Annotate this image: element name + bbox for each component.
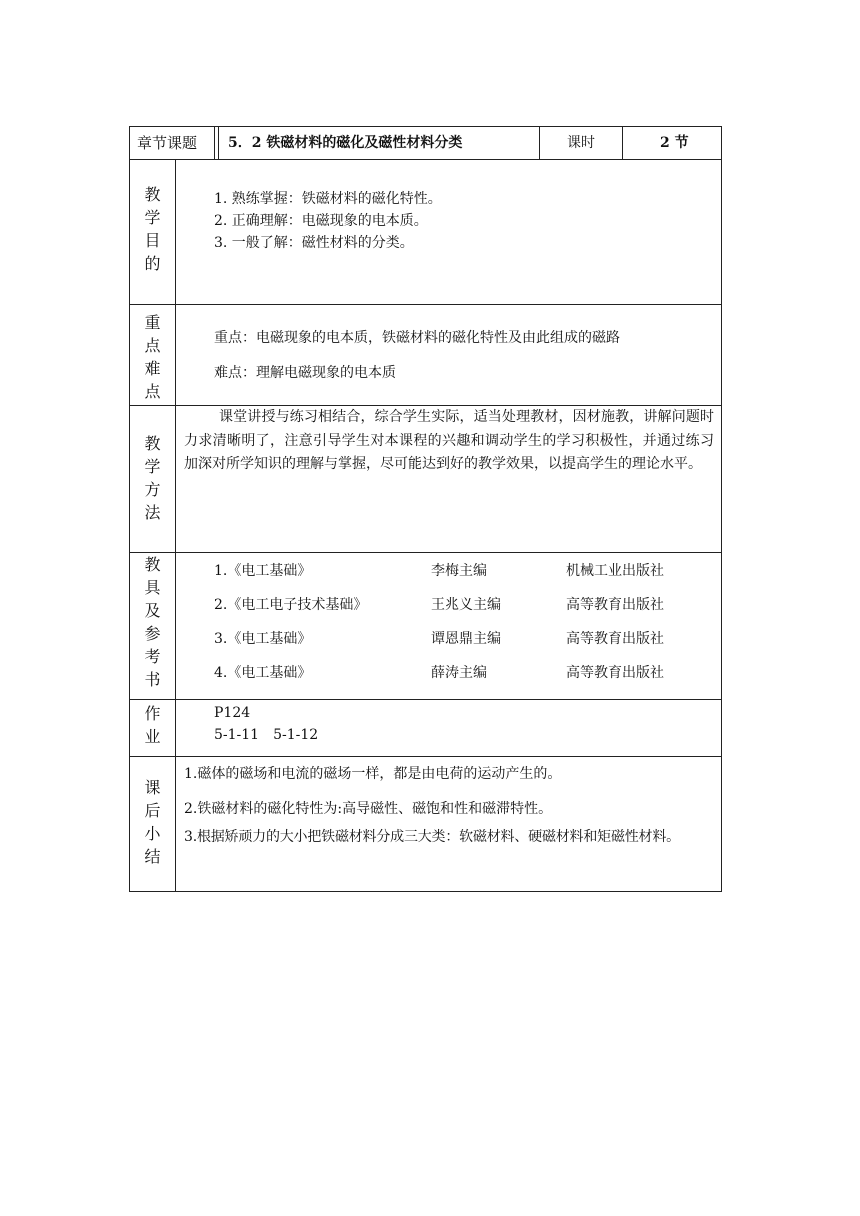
reference-editor: 谭恩鼎主编 <box>431 631 501 647</box>
reference-editor: 李梅主编 <box>431 563 487 579</box>
summary-item: 1.磁体的磁场和电流的磁场一样，都是由电荷的运动产生的。 <box>184 766 562 782</box>
methods-label <box>130 432 175 524</box>
homework-label-char: 业 <box>144 727 161 746</box>
methods-label-char: 方 <box>144 480 161 499</box>
reference-title: 3.《电工基础》 <box>214 631 312 647</box>
references-label-char: 参 <box>144 624 161 643</box>
homework-label-char: 作 <box>144 704 161 723</box>
methods-label-char: 教 <box>144 434 161 453</box>
row-sep-5 <box>129 699 722 700</box>
hours-value: 2 节 <box>660 135 689 151</box>
hours-label: 课时 <box>567 135 595 151</box>
methods-label-char: 法 <box>144 503 161 522</box>
key-points-label-char: 难 <box>144 359 161 378</box>
row-sep-6 <box>129 756 722 757</box>
objectives-label <box>130 183 175 275</box>
reference-publisher: 高等教育出版社 <box>566 597 664 613</box>
reference-editor: 薛涛主编 <box>431 665 487 681</box>
header-divider-1b <box>218 126 219 159</box>
references-label-char: 书 <box>144 670 161 689</box>
row-sep-4 <box>129 552 722 553</box>
focus-text: 重点：电磁现象的电本质，铁磁材料的磁化特性及由此组成的磁路 <box>214 330 620 346</box>
chapter-label: 章节课题 <box>137 134 198 152</box>
summary-label-char: 小 <box>144 824 161 843</box>
reference-title: 4.《电工基础》 <box>214 665 312 681</box>
summary-label-char: 课 <box>144 778 161 797</box>
reference-editor: 王兆义主编 <box>431 597 501 613</box>
summary-label <box>130 776 175 868</box>
objectives-label-char: 教 <box>144 185 161 204</box>
methods-text: 课堂讲授与练习相结合，综合学生实际，适当处理教材，因材施教，讲解问题时力求清晰明了，注意引导学生对本课程的兴趣和调动学生的学习积极性，并通过练习加深对所学知识的理解与掌握，尽可能达到好的教学效果，以提高学生的理论水平。 <box>184 409 714 472</box>
header-divider-1a <box>214 126 215 159</box>
references-label-char: 及 <box>144 601 161 620</box>
row-sep-2 <box>129 304 722 305</box>
references-label-char: 具 <box>144 578 161 597</box>
key-points-label <box>130 311 175 403</box>
references-label-char: 教 <box>144 555 161 574</box>
objective-item: 2. 正确理解：电磁现象的电本质。 <box>214 213 428 229</box>
references-label <box>130 553 175 691</box>
reference-publisher: 机械工业出版社 <box>566 563 664 579</box>
homework-exercises: 5-1-11 5-1-12 <box>214 727 319 743</box>
topic-title: 5．2 铁磁材料的磁化及磁性材料分类 <box>228 135 463 151</box>
objective-item: 3. 一般了解：磁性材料的分类。 <box>214 235 414 251</box>
objectives-label-char: 的 <box>144 254 161 273</box>
reference-publisher: 高等教育出版社 <box>566 631 664 647</box>
reference-title: 1.《电工基础》 <box>214 563 312 579</box>
summary-item: 2.铁磁材料的磁化特性为:高导磁性、磁饱和性和磁滞特性。 <box>184 801 553 817</box>
label-column-divider <box>175 159 176 891</box>
header-divider-3 <box>622 126 623 159</box>
table-border-bottom <box>129 891 722 892</box>
summary-item: 3.根据矫顽力的大小把铁磁材料分成三大类：软磁材料、硬磁材料和矩磁性材料。 <box>184 829 680 845</box>
summary-label-char: 后 <box>144 801 161 820</box>
table-border-right <box>721 126 722 892</box>
references-label-char: 考 <box>144 647 161 666</box>
header-divider-2 <box>539 126 540 159</box>
difficulty-text: 难点：理解电磁现象的电本质 <box>214 365 396 381</box>
summary-label-char: 结 <box>144 847 161 866</box>
key-points-label-char: 点 <box>144 382 161 401</box>
key-points-label-char: 重 <box>144 313 161 332</box>
reference-title: 2.《电工电子技术基础》 <box>214 597 368 613</box>
objectives-label-char: 学 <box>144 208 161 227</box>
homework-label <box>130 702 175 748</box>
objectives-label-char: 目 <box>144 231 161 250</box>
reference-publisher: 高等教育出版社 <box>566 665 664 681</box>
methods-label-char: 学 <box>144 457 161 476</box>
key-points-label-char: 点 <box>144 336 161 355</box>
objective-item: 1. 熟练掌握：铁磁材料的磁化特性。 <box>214 191 442 207</box>
row-sep-1 <box>129 159 722 160</box>
homework-page: P124 <box>214 705 251 721</box>
